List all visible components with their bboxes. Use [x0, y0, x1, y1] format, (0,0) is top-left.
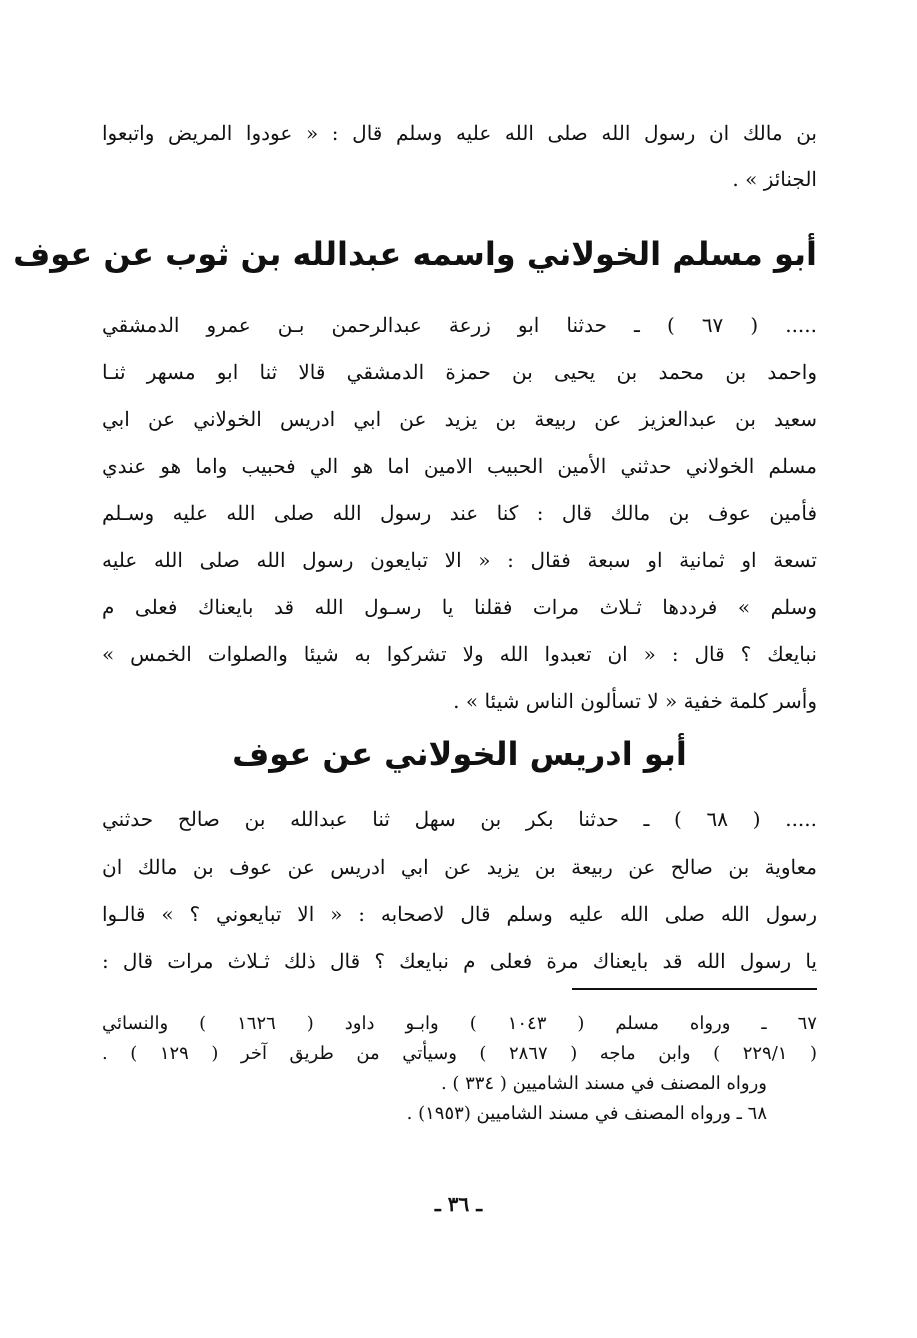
footnote-line: ( ٢٢٩/١ ) وابن ماجه ( ٢٨٦٧ ) وسيأتي من طريق آخر ( ١٢٩ ) .: [102, 1043, 818, 1064]
text-line: واحمد بن محمد بن يحيى بن حمزة الدمشقي قالا ثنا ابو مسهر ثنـا: [102, 360, 817, 384]
text-line: ..... ( ٦٨ ) ـ حدثنا بكر بن سهل ثنا عبدالله بن صالح حدثني: [102, 807, 818, 831]
text-line: مسلم الخولاني حدثني الأمين الحبيب الامين اما هو الي فحبيب واما هو عندي: [102, 454, 817, 478]
text-line: وأسر كلمة خفية « لا تسألون الناس شيئا » .: [453, 689, 817, 713]
footnote-line: ورواه المصنف في مسند الشاميين ( ٣٣٤ ) .: [440, 1073, 767, 1094]
text-line: سعيد بن عبدالعزيز عن ربيعة بن يزيد عن ابي ادريس الخولاني عن ابي: [102, 407, 817, 431]
footnote-line: ٦٨ ـ ورواه المصنف في مسند الشاميين (١٩٥٣) .: [406, 1103, 767, 1124]
section-heading: أبو ادريس الخولاني عن عوف: [232, 735, 687, 773]
text-line: ..... ( ٦٧ ) ـ حدثنا ابو زرعة عبدالرحمن بـن عمرو الدمشقي: [102, 313, 818, 337]
text-line: رسول الله صلى الله عليه وسلم قال لاصحابه : « الا تبايعوني ؟ » قالـوا: [102, 902, 817, 926]
text-line: وسلم » فرددها ثـلاث مرات فقلنا يا رسـول الله قد بايعناك فعلى م: [102, 595, 817, 619]
text-line: بن مالك ان رسول الله صلى الله عليه وسلم قال : « عودوا المريض واتبعوا: [102, 121, 817, 145]
text-line: نبايعك ؟ قال : « ان تعبدوا الله ولا تشركوا به شيئا والصلوات الخمس »: [102, 642, 817, 666]
text-line: فأمين عوف بن مالك قال : كنا عند رسول الله صلى الله عليه وسـلم: [102, 501, 817, 525]
footnote-separator: [572, 988, 817, 990]
footnote-line: ٦٧ ـ ورواه مسلم ( ١٠٤٣ ) وابـو داود ( ١٦٢٦ ) والنسائي: [102, 1013, 817, 1034]
text-line: الجنائز » .: [732, 167, 817, 191]
section-heading: أبو مسلم الخولاني واسمه عبدالله بن ثوب عن عوف: [13, 235, 817, 273]
text-line: يا رسول الله قد بايعناك مرة فعلى م نبايعك ؟ قال ذلك ثـلاث مرات قال :: [102, 949, 817, 973]
text-line: تسعة او ثمانية او سبعة فقال : « الا تبايعون رسول الله صلى الله عليه: [102, 548, 817, 572]
page-number: ـ ٣٦ ـ: [434, 1192, 483, 1216]
text-line: معاوية بن صالح عن ربيعة بن يزيد عن ابي ادريس عن عوف بن مالك ان: [102, 855, 817, 879]
